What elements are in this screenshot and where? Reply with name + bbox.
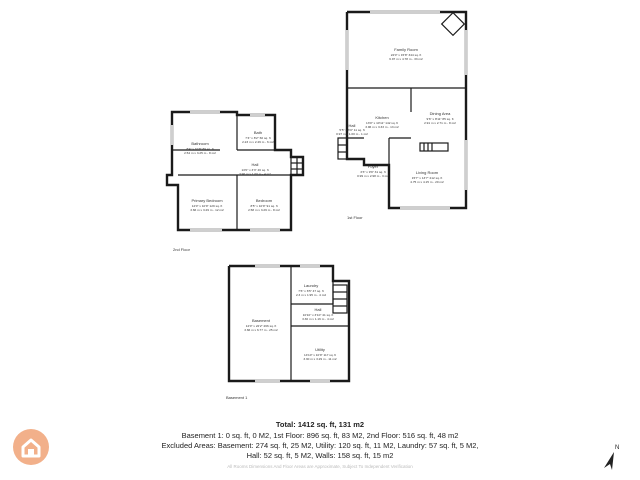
room-name: Bath [253, 130, 263, 135]
room-metric: 2.54 m x 3.25 m - 8 m2 [184, 151, 216, 155]
room-dims: 7'4" x 8'2" 60 sq. ft [245, 136, 271, 140]
room-name: Kitchen [375, 115, 389, 120]
room-name: Living Room [415, 170, 439, 175]
room-name: Primary Bedroom [191, 198, 223, 203]
room-dims: 9'6" x 8'11" 85 sq. ft [426, 117, 454, 121]
room-name: Utility [315, 347, 325, 352]
excluded-areas: Excluded Areas: Basement: 274 sq. ft, 25 M2, Utility: 120 sq. ft, 11 M2, Laundry: 57 sq. ft, 5 M2, [161, 441, 479, 450]
disclaimer: All Rooms Dimensions And Floor Areas are Approximate, Subject To Independent Verification [227, 464, 413, 469]
room-dims: 22'0" x 15'8" 344 sq. ft [390, 53, 422, 57]
room-metric: 2.58 m x 3.29 m - 8 m2 [248, 208, 280, 212]
room-name: Laundry [303, 283, 319, 288]
room-name: Family Room [394, 47, 418, 52]
room-metric: 3.66 m x 3.29 m - 12 m2 [190, 208, 224, 212]
room-dims: 8'5" x 10'9" 91 sq. ft [250, 204, 278, 208]
room-dims: 8'4" x 10'8" 89 sq. ft [186, 147, 214, 151]
room-metric: 3.96 m x 1.00 m - 4 m2 [239, 172, 271, 176]
room-dims: 13'0" x 10'11" 142 sq. ft [365, 121, 399, 125]
room-dims: 12'0" x 10'9" 129 sq. ft [191, 204, 223, 208]
room-name: Hall [314, 307, 322, 312]
floor-label-1st: 1st Floor [347, 215, 363, 220]
room-name: Hall [348, 123, 356, 128]
room-metric: 0.99 m x 2.98 m - 3 m2 [357, 174, 389, 178]
floor-label-2nd: 2nd Floor [173, 247, 190, 252]
room-dims: 3'3" x 9'9" 31 sq. ft [360, 170, 386, 174]
room-metric: 6.97 m x 4.78 m - 33 m2 [389, 57, 423, 61]
room-name: Hall [251, 162, 259, 167]
room-metric: 2.91 m x 2.71 m - 8 m2 [424, 121, 456, 125]
room-name: Foyer [367, 164, 379, 169]
room-dims: 13'0" x 3'3" 46 sq. ft [241, 168, 269, 172]
north-arrow-icon [600, 443, 620, 476]
second-floor-plan [167, 112, 303, 252]
room-metric: 3.30 m x 1.16 m - 4 m2 [302, 317, 334, 321]
basement-plan [226, 266, 349, 400]
room-metric: 3.66 m x 6.77 m - 25 m2 [244, 328, 278, 332]
room-name: Bathroom [191, 141, 209, 146]
excluded-areas-cont: Hall: 52 sq. ft, 5 M2, Walls: 158 sq. ft, 15 m2 [246, 451, 394, 460]
room-name: Bedroom [255, 198, 273, 203]
room-dims: 5'5" x 3'0" 11 sq. ft [339, 128, 365, 132]
room-metric: 4.75 m x 4.15 m - 20 m2 [410, 180, 444, 184]
north-label: N [615, 445, 620, 451]
first-floor-plan [336, 12, 466, 220]
room-dims: 10'10" x 3'10" 41 sq. ft [302, 313, 334, 317]
room-metric: 2.3 m x 1.95 m - 4 m2 [295, 293, 327, 297]
room-dims: 12'0" x 22'2" 266 sq. ft [245, 324, 277, 328]
room-name: Dining Area [429, 111, 451, 116]
house-logo-icon [13, 429, 49, 465]
room-metric: 2.23 m x 2.49 m - 6 m2 [242, 140, 274, 144]
floor-areas: Basement 1: 0 sq. ft, 0 M2, 1st Floor: 896 sq. ft, 83 M2, 2nd Floor: 516 sq. ft, 48 m2 [181, 431, 459, 440]
floor-label-basement: Basement 1 [226, 395, 248, 400]
room-dims: 14'10" x 10'9" 117 sq. ft [303, 353, 337, 357]
room-metric: 3.30 m x 3.29 m - 11 m2 [303, 357, 337, 361]
room-name: Basement [251, 318, 271, 323]
room-metric: 3.96 m x 3.33 m - 13 m2 [365, 125, 399, 129]
room-dims: 15'7" x 13'7" 212 sq. ft [411, 176, 443, 180]
total-area: Total: 1412 sq. ft, 131 m2 [275, 420, 365, 429]
room-dims: 7'6" x 6'5" 47 sq. ft [298, 289, 324, 293]
room-metric: 0.97 m x 1.00 m - 1 m2 [336, 132, 368, 136]
